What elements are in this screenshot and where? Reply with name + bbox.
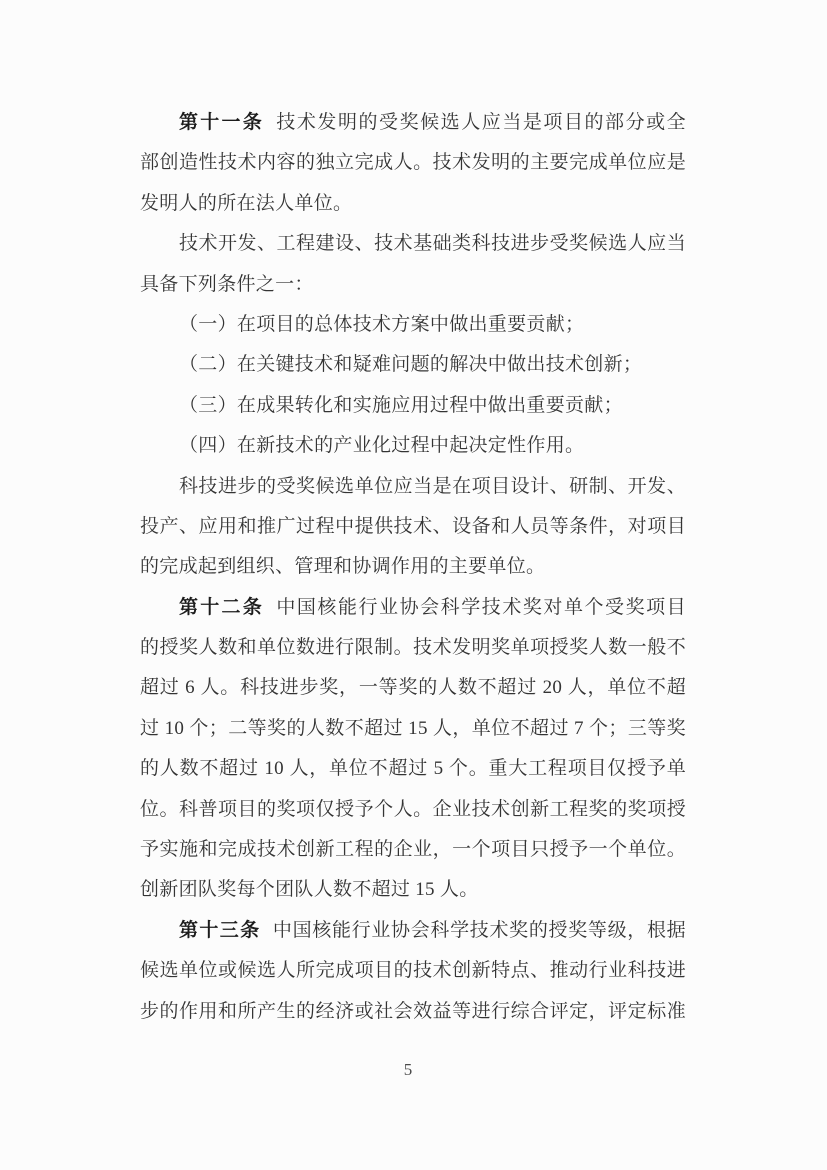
text-line <box>140 386 686 426</box>
line-text: （一）在项目的总体技术方案中做出重要贡献； <box>179 313 585 335</box>
line-text: （四）在新技术的产业化过程中起决定性作用。 <box>179 435 585 457</box>
text-line <box>140 790 686 830</box>
line-text: 超过 6 人。科技进步奖，一等奖的人数不超过 20 人，单位不超 <box>140 677 686 699</box>
line-text: 科技进步的受奖候选单位应当是在项目设计、研制、开发、 <box>179 475 686 497</box>
page-number: 5 <box>403 1060 413 1079</box>
line-text: （三）在成果转化和实施应用过程中做出重要贡献； <box>179 394 623 416</box>
line-text: 予实施和完成技术创新工程的企业，一个项目只授予一个单位。 <box>140 839 686 861</box>
line-text: 投产、应用和推广过程中提供技术、设备和人员等条件，对项目 <box>140 515 686 537</box>
line-text: 过 10 个；二等奖的人数不超过 15 人，单位不超过 7 个；三等奖 <box>140 717 686 739</box>
line-text: 技术发明的受奖候选人应当是项目的部分或全 <box>276 112 686 133</box>
article-number: 第十一条 <box>179 112 264 133</box>
text-line <box>140 992 686 1032</box>
article-number: 第十二条 <box>179 596 264 618</box>
line-text: 的完成起到组织、管理和协调作用的主要单位。 <box>140 556 546 578</box>
text-line <box>140 870 686 910</box>
line-text: 的授奖人数和单位数进行限制。技术发明奖单项授奖人数一般不 <box>140 637 686 659</box>
text-line <box>140 628 686 668</box>
document-body <box>140 103 686 1032</box>
line-text: 中国核能行业协会科学技术奖的授奖等级，根据 <box>272 919 686 941</box>
text-line <box>140 588 686 628</box>
text-line <box>140 345 686 385</box>
line-text: 位。科普项目的奖项仅授予个人。企业技术创新工程奖的奖项授 <box>140 798 686 820</box>
line-text: 部创造性技术内容的独立完成人。技术发明的主要完成单位应是 <box>140 152 686 174</box>
line-text: 技术开发、工程建设、技术基础类科技进步受奖候选人应当 <box>179 233 686 255</box>
text-line <box>140 507 686 547</box>
text-line <box>140 426 686 466</box>
line-text: （二）在关键技术和疑难问题的解决中做出技术创新； <box>179 354 643 376</box>
text-line <box>140 911 686 951</box>
line-text: 具备下列条件之一： <box>140 273 314 295</box>
text-line <box>140 224 686 264</box>
text-line <box>140 467 686 507</box>
line-text: 创新团队奖每个团队人数不超过 15 人。 <box>140 879 479 901</box>
text-line <box>140 830 686 870</box>
text-line <box>140 951 686 991</box>
article-number: 第十三条 <box>179 919 261 941</box>
line-text: 中国核能行业协会科学技术奖对单个受奖项目 <box>276 596 686 618</box>
line-text: 步的作用和所产生的经济或社会效益等进行综合评定，评定标准 <box>140 1000 686 1022</box>
text-line <box>140 143 686 183</box>
text-line <box>140 265 686 305</box>
line-text: 候选单位或候选人所完成项目的技术创新特点、推动行业科技进 <box>140 960 686 982</box>
text-line <box>140 305 686 345</box>
text-line <box>140 749 686 789</box>
line-text: 的人数不超过 10 人，单位不超过 5 个。重大工程项目仅授予单 <box>140 758 686 780</box>
text-line <box>140 103 686 143</box>
line-text: 发明人的所在法人单位。 <box>140 192 353 214</box>
text-line <box>140 547 686 587</box>
text-line <box>140 184 686 224</box>
text-line <box>140 668 686 708</box>
text-line <box>140 709 686 749</box>
